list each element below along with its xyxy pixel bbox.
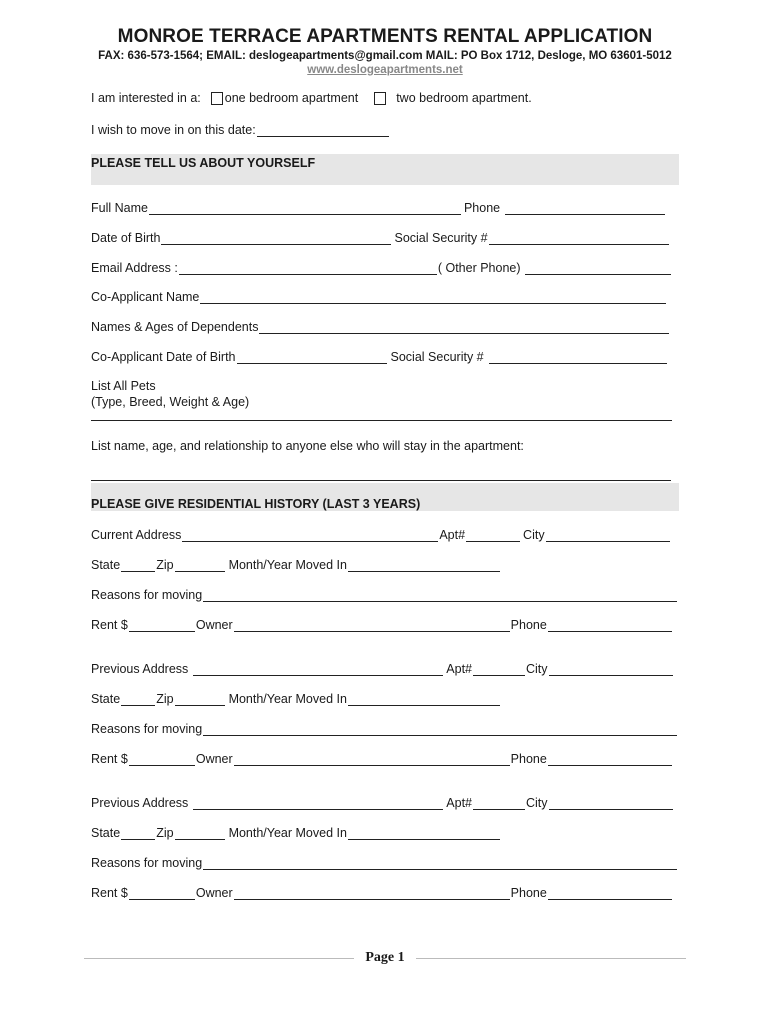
previous-city-1-label: City xyxy=(526,662,548,676)
previous-state-1-field[interactable] xyxy=(121,692,155,706)
current-state-field[interactable] xyxy=(121,558,155,572)
previous-owner-1-field[interactable] xyxy=(234,752,510,766)
previous-rent-2-row xyxy=(91,884,673,900)
current-city-label: City xyxy=(523,528,545,542)
current-address-label: Current Address xyxy=(91,528,182,542)
current-phone-label: Phone xyxy=(510,618,547,632)
current-zip-label: Zip xyxy=(156,558,174,572)
previous-moved-in-1-label: Month/Year Moved In xyxy=(228,692,347,706)
current-state-row xyxy=(91,556,501,572)
previous-address-1-row xyxy=(91,660,674,676)
current-owner-label: Owner xyxy=(195,618,233,632)
previous-rent-2-field[interactable] xyxy=(129,886,195,900)
co-applicant-dob-label: Co-Applicant Date of Birth xyxy=(91,350,236,364)
previous-address-1-field[interactable] xyxy=(193,662,443,676)
current-rent-field[interactable] xyxy=(129,618,195,632)
other-phone-label: ( Other Phone) xyxy=(437,261,521,275)
previous-address-1-label: Previous Address xyxy=(91,662,189,676)
phone-field[interactable] xyxy=(505,201,665,215)
previous-state-2-row xyxy=(91,824,501,840)
move-in-label: I wish to move in on this date: xyxy=(91,123,256,137)
ssn-field[interactable] xyxy=(489,231,669,245)
current-address-field[interactable] xyxy=(182,528,438,542)
email-row xyxy=(91,259,672,275)
previous-state-2-field[interactable] xyxy=(121,826,155,840)
phone-label: Phone xyxy=(463,201,501,215)
previous-phone-2-label: Phone xyxy=(510,886,547,900)
previous-state-1-row xyxy=(91,690,501,706)
previous-apt-2-label: Apt# xyxy=(446,796,472,810)
pets-label-row-1 xyxy=(91,377,156,393)
contact-info: FAX: 636-573-1564; EMAIL: deslogeapartments@gmail.com MAIL: PO Box 1712, Desloge, MO 63601-5012 xyxy=(98,50,672,62)
others-label: List name, age, and relationship to anyone else who will stay in the apartment: xyxy=(91,439,524,453)
current-address-row xyxy=(91,526,671,542)
full-name-label: Full Name xyxy=(91,201,148,215)
two-bedroom-label: two bedroom apartment. xyxy=(396,91,532,105)
dependents-row xyxy=(91,318,670,334)
current-reasons-label: Reasons for moving xyxy=(91,588,203,602)
previous-zip-2-label: Zip xyxy=(156,826,174,840)
current-owner-field[interactable] xyxy=(234,618,510,632)
previous-reasons-1-row xyxy=(91,720,678,736)
previous-zip-1-label: Zip xyxy=(156,692,174,706)
one-bedroom-label: one bedroom apartment xyxy=(224,91,359,105)
previous-reasons-2-field[interactable] xyxy=(203,856,677,870)
dependents-field[interactable] xyxy=(259,320,669,334)
current-zip-field[interactable] xyxy=(175,558,225,572)
one-bedroom-checkbox[interactable] xyxy=(211,92,223,105)
other-phone-field[interactable] xyxy=(525,261,671,275)
previous-apt-1-field[interactable] xyxy=(473,662,525,676)
pets-field[interactable] xyxy=(91,420,672,421)
previous-reasons-1-field[interactable] xyxy=(203,722,677,736)
previous-apt-2-field[interactable] xyxy=(473,796,525,810)
previous-moved-in-1-field[interactable] xyxy=(348,692,500,706)
previous-phone-2-field[interactable] xyxy=(548,886,672,900)
website-link[interactable]: www.deslogeapartments.net xyxy=(307,64,463,76)
previous-address-2-label: Previous Address xyxy=(91,796,189,810)
section-about-title: PLEASE TELL US ABOUT YOURSELF xyxy=(91,156,316,170)
previous-rent-2-label: Rent $ xyxy=(91,886,128,900)
current-apt-field[interactable] xyxy=(466,528,520,542)
current-phone-field[interactable] xyxy=(548,618,672,632)
previous-apt-1-label: Apt# xyxy=(446,662,472,676)
current-apt-label: Apt# xyxy=(439,528,466,542)
section-history-header xyxy=(91,483,679,511)
previous-zip-2-field[interactable] xyxy=(175,826,225,840)
full-name-field[interactable] xyxy=(149,201,461,215)
others-row xyxy=(91,437,524,453)
current-city-field[interactable] xyxy=(546,528,670,542)
section-history-title: PLEASE GIVE RESIDENTIAL HISTORY (LAST 3 YEARS) xyxy=(91,497,421,511)
previous-address-2-row xyxy=(91,794,674,810)
co-applicant-dob-field[interactable] xyxy=(237,350,387,364)
move-in-row xyxy=(91,121,390,137)
form-title: MONROE TERRACE APARTMENTS RENTAL APPLICATION xyxy=(117,26,653,47)
co-ssn-field[interactable] xyxy=(489,350,667,364)
interest-label: I am interested in a: xyxy=(91,91,201,105)
previous-moved-in-2-field[interactable] xyxy=(348,826,500,840)
dob-label: Date of Birth xyxy=(91,231,161,245)
email-label: Email Address : xyxy=(91,261,178,275)
previous-city-1-field[interactable] xyxy=(549,662,673,676)
previous-reasons-2-row xyxy=(91,854,678,870)
dob-field[interactable] xyxy=(161,231,391,245)
previous-phone-1-label: Phone xyxy=(510,752,547,766)
previous-phone-1-field[interactable] xyxy=(548,752,672,766)
current-state-label: State xyxy=(91,558,121,572)
dob-row xyxy=(91,229,670,245)
previous-zip-1-field[interactable] xyxy=(175,692,225,706)
current-moved-in-label: Month/Year Moved In xyxy=(228,558,347,572)
pets-label: List All Pets xyxy=(91,379,156,393)
current-rent-row xyxy=(91,616,673,632)
co-applicant-dob-row xyxy=(91,348,668,364)
previous-moved-in-2-label: Month/Year Moved In xyxy=(228,826,347,840)
pets-label-row-2 xyxy=(91,393,249,409)
interest-row xyxy=(91,89,532,105)
current-reasons-field[interactable] xyxy=(203,588,677,602)
current-reasons-row xyxy=(91,586,678,602)
previous-rent-1-label: Rent $ xyxy=(91,752,128,766)
move-in-date-field[interactable] xyxy=(257,123,389,137)
previous-owner-2-field[interactable] xyxy=(234,886,510,900)
previous-city-2-field[interactable] xyxy=(549,796,673,810)
others-field[interactable] xyxy=(91,480,671,481)
dependents-label: Names & Ages of Dependents xyxy=(91,320,259,334)
co-applicant-name-label: Co-Applicant Name xyxy=(91,290,200,304)
co-applicant-name-field[interactable] xyxy=(200,290,666,304)
page-number: Page 1 xyxy=(365,950,405,965)
current-rent-label: Rent $ xyxy=(91,618,128,632)
pets-hint: (Type, Breed, Weight & Age) xyxy=(91,395,250,409)
previous-reasons-1-label: Reasons for moving xyxy=(91,722,203,736)
previous-address-2-field[interactable] xyxy=(193,796,443,810)
current-moved-in-field[interactable] xyxy=(348,558,500,572)
previous-reasons-2-label: Reasons for moving xyxy=(91,856,203,870)
previous-owner-1-label: Owner xyxy=(195,752,233,766)
previous-rent-1-row xyxy=(91,750,673,766)
previous-owner-2-label: Owner xyxy=(195,886,233,900)
previous-city-2-label: City xyxy=(526,796,548,810)
previous-state-1-label: State xyxy=(91,692,121,706)
full-name-row xyxy=(91,199,666,215)
ssn-label: Social Security # xyxy=(394,231,488,245)
co-ssn-label: Social Security # xyxy=(390,350,484,364)
email-field[interactable] xyxy=(179,261,437,275)
previous-state-2-label: State xyxy=(91,826,121,840)
co-applicant-name-row xyxy=(91,288,667,304)
previous-rent-1-field[interactable] xyxy=(129,752,195,766)
section-about-header xyxy=(91,154,679,185)
two-bedroom-checkbox[interactable] xyxy=(374,92,386,105)
